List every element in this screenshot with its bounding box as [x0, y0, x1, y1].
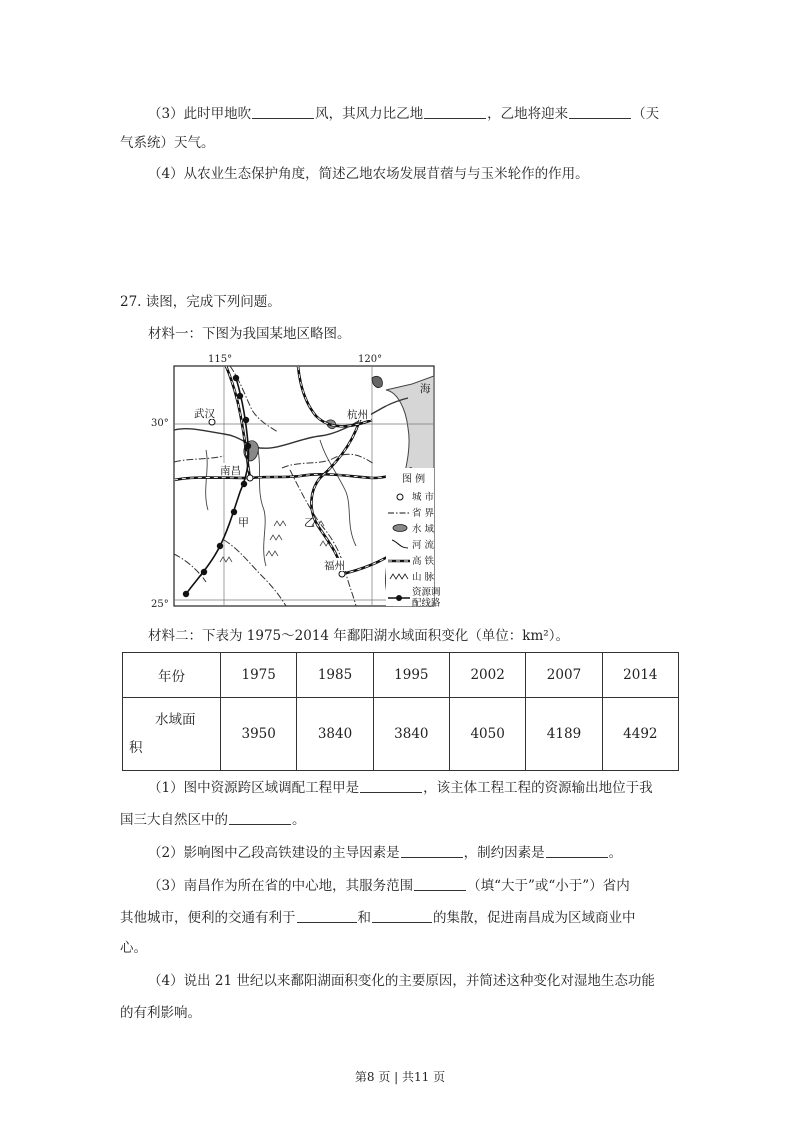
- text: 的集散，促进南昌成为区域商业中: [433, 910, 636, 926]
- lon-label-120: 120°: [358, 354, 383, 365]
- table-cell: 2014: [602, 653, 678, 698]
- q26-part4: （4）从农业生态保护角度，简述乙地农场发展苜蓿与与玉米轮作的作用。: [148, 166, 589, 182]
- area-header-line2: 积: [129, 740, 143, 756]
- material-one: 材料一：下图为我国某地区略图。: [148, 326, 351, 342]
- table-cell: 1975: [221, 653, 297, 698]
- text: （3）此时甲地吹: [148, 106, 252, 122]
- question-2: [148, 845, 622, 861]
- table-cell: 4050: [449, 698, 525, 771]
- table-cell: 3950: [221, 698, 297, 771]
- region-map: [150, 350, 450, 612]
- question-3-line2: [120, 910, 636, 926]
- text: 风，其风力比乙地: [315, 106, 424, 122]
- text: （1）图中资源跨区域调配工程甲是: [148, 780, 360, 796]
- answer-blank[interactable]: [360, 780, 422, 793]
- question-1-line1: [148, 780, 653, 796]
- table-cell: 4492: [602, 698, 678, 771]
- material-two: 材料二：下表为 1975～2014 年鄱阳湖水域面积变化（单位：km²）。: [148, 628, 569, 644]
- city-nanchang-marker: [247, 475, 253, 481]
- legend-title: 图 例: [402, 474, 426, 485]
- legend-rail: 高 铁: [412, 556, 435, 567]
- table-cell: 1985: [297, 653, 373, 698]
- page-footer: 第8 页 | 共11 页: [354, 1070, 446, 1084]
- table-cell: 3840: [297, 698, 373, 771]
- sea-label: 海: [420, 383, 431, 395]
- poyang-area-table: [122, 652, 679, 771]
- legend-river: 河 流: [412, 540, 435, 551]
- question-4-line2: 的有利影响。: [120, 1005, 201, 1021]
- answer-blank[interactable]: [569, 106, 631, 119]
- legend-city-symbol: [397, 494, 403, 500]
- table-header-year: 年份: [123, 653, 221, 698]
- text: 。: [292, 812, 306, 828]
- lat-label-30: 30°: [151, 418, 169, 429]
- text: ，乙地将迎来: [487, 106, 569, 122]
- text: ，该主体工程工程的资源输出地位于我: [423, 780, 653, 796]
- city-label-wuhan: 武汉: [194, 408, 215, 420]
- city-label-hangzhou: 杭州: [347, 409, 368, 421]
- legend-route-line1: 资源调: [412, 587, 441, 598]
- answer-blank[interactable]: [372, 910, 432, 923]
- answer-blank[interactable]: [424, 106, 486, 119]
- legend-water: 水 域: [412, 524, 435, 535]
- table-cell: 1995: [373, 653, 449, 698]
- table-row: [123, 653, 679, 698]
- route-label-jia: 甲: [238, 516, 249, 529]
- q27-title: 27. 读图，完成下列问题。: [120, 294, 281, 310]
- table-cell: 2002: [449, 653, 525, 698]
- table-header-area: [123, 698, 221, 771]
- table-row: [123, 698, 679, 771]
- table-cell: 4189: [526, 698, 602, 771]
- answer-blank[interactable]: [252, 106, 314, 119]
- answer-blank[interactable]: [401, 845, 463, 858]
- text: 国三大自然区中的: [120, 812, 228, 828]
- lon-label-115: 115°: [208, 354, 233, 365]
- text: 。: [608, 845, 623, 861]
- text: 和: [357, 910, 371, 926]
- table-cell: 3840: [373, 698, 449, 771]
- text: （填“大于”或“小于”）省内: [467, 878, 630, 894]
- legend-route-line2: 配线路: [412, 598, 441, 609]
- legend-city: 城 市: [412, 492, 435, 503]
- question-4-line1: （4）说出 21 世纪以来鄱阳湖面积变化的主要原因，并简述这种变化对湿地生态功能: [148, 973, 655, 989]
- route-label-yi: 乙: [304, 516, 315, 529]
- text: 其他城市，便利的交通有利于: [120, 910, 296, 926]
- text: （3）南昌作为所在省的中心地，其服务范围: [148, 878, 414, 894]
- area-header-line1: 水域面: [155, 712, 196, 728]
- answer-blank[interactable]: [414, 878, 466, 891]
- text: （天: [632, 106, 660, 122]
- text: （2）影响图中乙段高铁建设的主导因素是: [148, 845, 400, 861]
- text: ，制约因素是: [463, 845, 545, 861]
- city-label-fuzhou: 福州: [324, 560, 345, 572]
- legend-water-symbol: [393, 525, 407, 532]
- question-1-line2: [120, 812, 306, 828]
- answer-blank[interactable]: [546, 845, 608, 858]
- city-label-nanchang: 南昌: [220, 465, 241, 477]
- q26-part3-line1: [148, 106, 659, 122]
- answer-blank[interactable]: [229, 812, 291, 825]
- legend-mountain: 山 脉: [412, 572, 435, 583]
- legend-border: 省 界: [412, 508, 435, 519]
- question-3-line1: [148, 878, 630, 894]
- lat-label-25: 25°: [151, 599, 169, 610]
- table-cell: 2007: [526, 653, 602, 698]
- q26-part3-line2: 气系统）天气。: [120, 135, 215, 151]
- map-legend: [386, 468, 441, 609]
- answer-blank[interactable]: [297, 910, 357, 923]
- question-3-line3: 心。: [120, 940, 147, 956]
